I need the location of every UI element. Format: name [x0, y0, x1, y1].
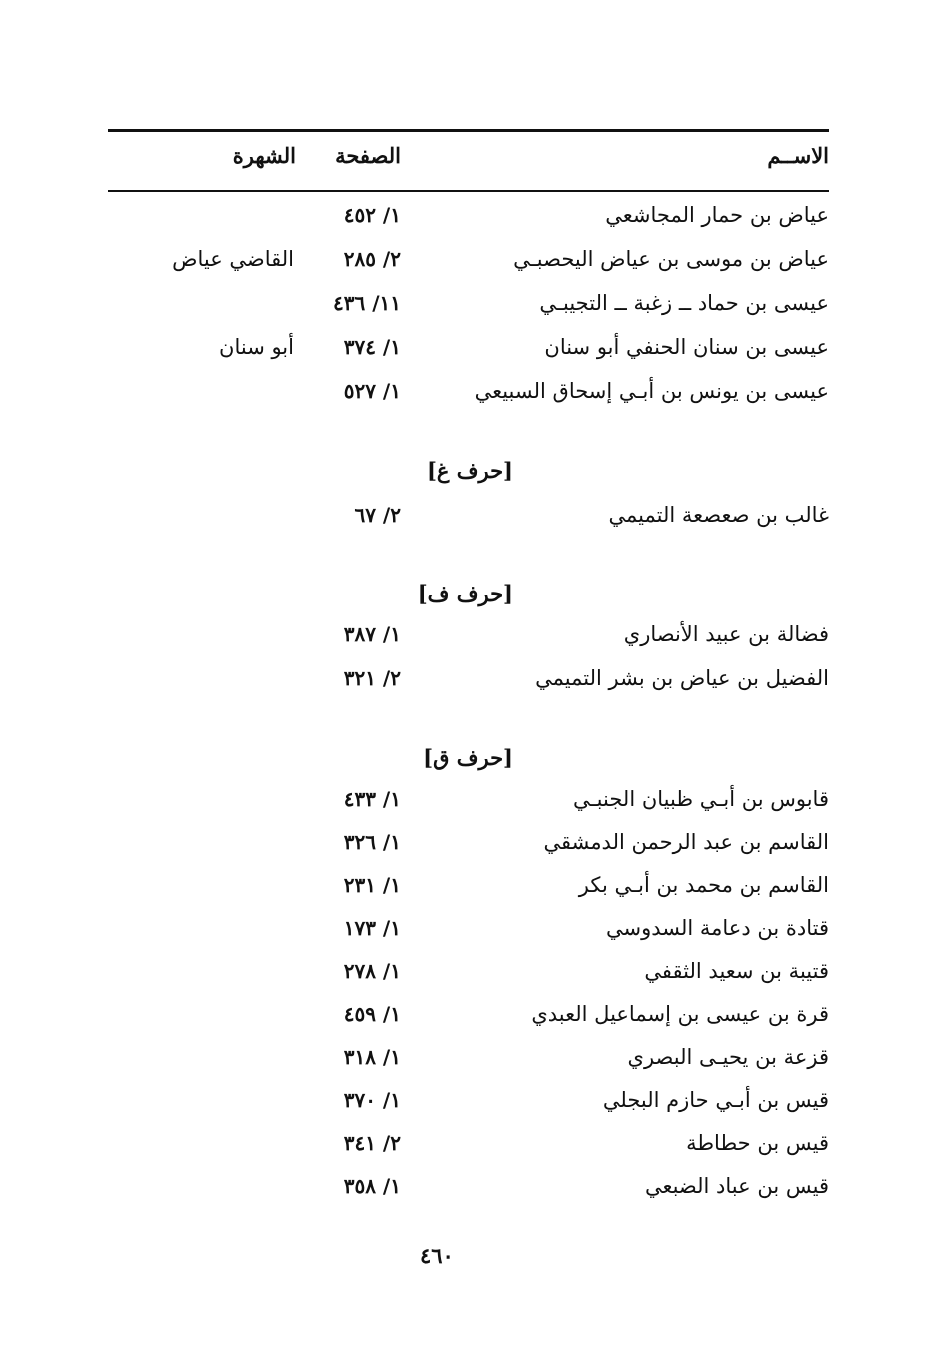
entry-page: ٢/ ٦٧ — [354, 503, 401, 527]
entry-page: ١/ ٢٧٨ — [343, 959, 401, 983]
entry-page: ١/ ٥٢٧ — [343, 379, 401, 403]
index-row — [108, 622, 829, 662]
entry-page: ٢/ ٣٢١ — [343, 666, 401, 690]
section-title: [حرف ف] — [417, 581, 513, 606]
entry-name: القاسم بن عبد الرحمن الدمشقي — [543, 830, 829, 854]
index-row — [108, 203, 829, 243]
entry-fame: القاضي عياض — [172, 247, 294, 271]
column-header-fame: الشهرة — [232, 143, 296, 168]
index-row — [108, 1088, 829, 1128]
entry-page: ١/ ٢٣١ — [343, 873, 401, 897]
column-header-name: الاســم — [767, 143, 829, 168]
entry-name: عياض بن حمار المجاشعي — [605, 203, 829, 227]
index-row — [108, 335, 829, 375]
entry-page: ١١/ ٤٣٦ — [333, 291, 401, 315]
entry-page: ١/ ٣٧٠ — [343, 1088, 401, 1112]
entry-name: قابوس بن أبـي ظبيان الجنبـي — [573, 787, 829, 811]
entry-name: عياض بن موسى بن عياض اليحصبـي — [513, 247, 829, 271]
entry-name: الفضيل بن عياض بن بشر التميمي — [535, 666, 829, 690]
column-header-page: الصفحة — [335, 143, 401, 168]
entry-page: ١/ ٣٢٦ — [343, 830, 401, 854]
entry-fame: أبو سنان — [219, 335, 294, 359]
index-row — [108, 1002, 829, 1042]
entry-page: ١/ ٤٥٢ — [343, 203, 401, 227]
entry-name: عيسى بن سنان الحنفي أبو سنان — [544, 335, 829, 359]
index-row — [108, 1174, 829, 1214]
entry-name: غالب بن صعصعة التميمي — [608, 503, 829, 527]
page-number: ٤٦٠ — [420, 1243, 454, 1268]
entry-page: ١/ ٣٨٧ — [343, 622, 401, 646]
entry-page: ١/ ٣٥٨ — [343, 1174, 401, 1198]
entry-page: ١/ ١٧٣ — [343, 916, 401, 940]
index-row — [108, 1131, 829, 1171]
entry-name: عيسى بن يونس بن أبـي إسحاق السبيعي — [474, 379, 829, 403]
entry-name: قتيبة بن سعيد الثقفي — [644, 959, 829, 983]
index-row — [108, 247, 829, 287]
section-title: [حرف ق] — [423, 745, 513, 770]
entry-page: ٢/ ٣٤١ — [343, 1131, 401, 1155]
index-row — [108, 787, 829, 827]
entry-name: قتادة بن دعامة السدوسي — [605, 916, 829, 940]
index-row — [108, 959, 829, 999]
entry-name: قيس بن حطاطة — [686, 1131, 829, 1155]
entry-page: ٢/ ٢٨٥ — [343, 247, 401, 271]
index-row — [108, 291, 829, 331]
index-row — [108, 916, 829, 956]
index-row — [108, 1045, 829, 1085]
index-row — [108, 379, 829, 419]
entry-page: ١/ ٣٧٤ — [343, 335, 401, 359]
entry-name: قزعة بن يحيـى البصري — [627, 1045, 829, 1069]
index-row — [108, 503, 829, 543]
entry-name: فضالة بن عبيد الأنصاري — [623, 622, 829, 646]
entry-page: ١/ ٤٣٣ — [343, 787, 401, 811]
entry-name: قيس بن عباد الضبعي — [644, 1174, 829, 1198]
section-title: [حرف غ] — [426, 458, 513, 483]
index-row — [108, 873, 829, 913]
entry-name: القاسم بن محمد بن أبـي بكر — [578, 873, 829, 897]
entry-name: قرة بن عيسى بن إسماعيل العبدي — [531, 1002, 829, 1026]
entry-name: قيس بن أبـي حازم البجلي — [602, 1088, 829, 1112]
index-row — [108, 666, 829, 706]
entry-name: عيسى بن حماد ــ زغبة ــ التجيبـي — [539, 291, 829, 315]
entry-page: ١/ ٤٥٩ — [343, 1002, 401, 1026]
entry-page: ١/ ٣١٨ — [343, 1045, 401, 1069]
header-rule — [108, 190, 829, 192]
top-rule — [108, 129, 829, 132]
index-row — [108, 830, 829, 870]
